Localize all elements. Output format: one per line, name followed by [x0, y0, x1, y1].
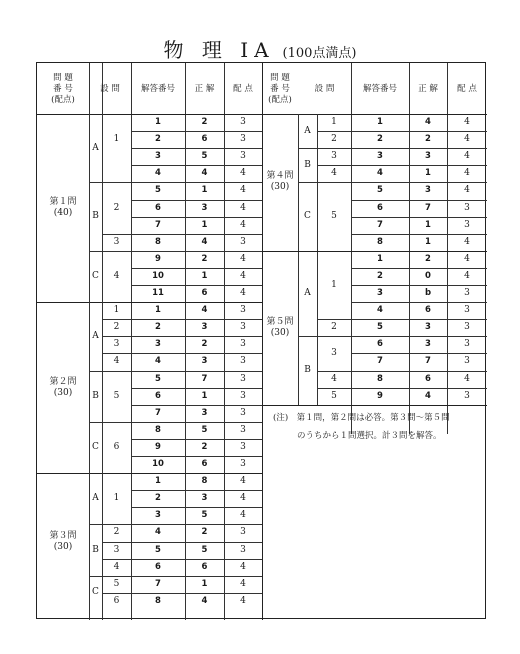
row-divider — [89, 251, 131, 252]
section-label: B — [304, 159, 311, 170]
correct-answer: 3 — [201, 493, 208, 504]
row-divider — [351, 302, 487, 303]
row-divider — [37, 114, 487, 115]
section-label: A — [304, 125, 311, 136]
row-divider — [102, 353, 131, 354]
score-value: 4 — [464, 134, 470, 145]
correct-answer: b — [424, 288, 432, 299]
correct-answer: 4 — [201, 305, 208, 316]
correct-answer: 8 — [201, 476, 208, 487]
row-divider — [131, 217, 262, 218]
answer-number: 6 — [155, 561, 161, 572]
subquestion-label: 4 — [113, 356, 120, 367]
column-divider — [298, 114, 299, 405]
score-value: 3 — [240, 322, 246, 333]
answer-number: 3 — [155, 510, 161, 521]
correct-answer: 3 — [201, 356, 208, 367]
row-divider — [262, 251, 487, 252]
score-value: 3 — [464, 390, 470, 401]
left-header-score: 配 点 — [233, 83, 253, 94]
score-value: 3 — [240, 527, 246, 538]
answer-number: 9 — [155, 253, 161, 264]
row-divider — [131, 336, 262, 337]
correct-answer: 1 — [425, 236, 431, 247]
answer-number: 2 — [155, 322, 161, 333]
row-divider — [89, 576, 131, 577]
row-divider — [102, 336, 131, 337]
row-divider — [317, 388, 351, 389]
score-value: 4 — [240, 493, 246, 504]
correct-answer: 1 — [201, 578, 208, 589]
row-divider — [351, 165, 487, 166]
correct-answer: 5 — [201, 424, 208, 435]
subquestion-label: 5 — [113, 390, 120, 401]
score-value: 4 — [240, 578, 246, 589]
score-value: 3 — [240, 356, 246, 367]
score-value: 3 — [464, 202, 470, 213]
section-label: B — [92, 390, 99, 401]
row-divider — [131, 200, 262, 201]
score-value: 3 — [464, 288, 470, 299]
score-value: 4 — [240, 253, 246, 264]
score-value: 4 — [464, 151, 470, 162]
row-divider — [131, 559, 262, 560]
row-divider — [131, 490, 262, 491]
subquestion-label: 5 — [331, 211, 337, 222]
row-divider — [37, 473, 262, 474]
answer-number: 5 — [377, 185, 383, 196]
answer-number: 8 — [155, 236, 161, 247]
right-header-answer-no: 解答番号 — [362, 83, 397, 94]
row-divider — [351, 217, 487, 218]
right-header-question: 設 問 — [314, 83, 335, 94]
answer-number: 6 — [377, 202, 383, 213]
subquestion-label: 1 — [113, 305, 120, 316]
answer-number: 6 — [155, 202, 161, 213]
row-divider — [89, 524, 131, 525]
row-divider — [89, 182, 131, 183]
correct-answer: 0 — [425, 270, 431, 281]
row-divider — [351, 371, 487, 372]
subquestion-label: 1 — [331, 117, 337, 128]
answer-number: 7 — [377, 356, 383, 367]
row-divider — [351, 234, 487, 235]
correct-answer: 5 — [201, 151, 208, 162]
row-divider — [351, 285, 487, 286]
answer-number: 1 — [155, 476, 161, 487]
answer-number: 5 — [155, 373, 161, 384]
subquestion-label: 2 — [113, 527, 120, 538]
row-divider — [351, 388, 487, 389]
correct-answer: 3 — [201, 322, 208, 333]
correct-answer: 4 — [201, 595, 208, 606]
score-value: 4 — [240, 185, 246, 196]
section-label: B — [304, 365, 311, 375]
subquestion-label: 3 — [113, 544, 120, 555]
row-divider — [131, 234, 262, 235]
correct-answer: 1 — [201, 219, 208, 230]
answer-number: 9 — [155, 441, 161, 452]
correct-answer: 4 — [425, 117, 431, 128]
row-divider — [317, 165, 351, 166]
subquestion-label: 6 — [113, 441, 120, 452]
section-label: A — [304, 288, 311, 299]
answer-number: 10 — [152, 270, 164, 281]
page-title — [0, 34, 520, 60]
answer-number: 2 — [155, 493, 161, 504]
problem-label: 第５問 (30) — [266, 316, 294, 338]
answer-number: 1 — [377, 253, 383, 264]
correct-answer: 6 — [201, 134, 208, 145]
score-value: 4 — [240, 476, 246, 487]
score-value: 4 — [464, 373, 470, 384]
answer-number: 5 — [155, 185, 161, 196]
row-divider — [102, 593, 131, 594]
correct-answer: 7 — [201, 373, 208, 384]
row-divider — [262, 405, 487, 406]
correct-answer: 6 — [425, 305, 431, 316]
score-value: 3 — [464, 305, 470, 316]
section-label: C — [92, 441, 99, 452]
subquestion-label: 3 — [113, 236, 120, 247]
correct-answer: 7 — [425, 356, 431, 367]
score-value: 4 — [240, 595, 246, 606]
score-value: 4 — [240, 510, 246, 521]
answer-number: 3 — [377, 288, 383, 299]
section-label: B — [92, 544, 99, 555]
score-value: 3 — [464, 356, 470, 367]
row-divider — [102, 234, 131, 235]
row-divider — [351, 148, 487, 149]
row-divider — [317, 371, 351, 372]
answer-number: 5 — [377, 322, 383, 333]
left-header-problem: 問 題 番 号 (配点) — [51, 72, 75, 105]
correct-answer: 1 — [201, 185, 208, 196]
correct-answer: 1 — [425, 168, 431, 179]
subquestion-label: 3 — [331, 151, 337, 162]
score-value: 3 — [240, 236, 246, 247]
correct-answer: 4 — [201, 168, 208, 179]
row-divider — [131, 456, 262, 457]
answer-number: 4 — [377, 305, 383, 316]
row-divider — [131, 405, 262, 406]
row-divider — [102, 542, 131, 543]
row-divider — [351, 353, 487, 354]
answer-number: 3 — [155, 151, 161, 162]
subquestion-label: 4 — [113, 561, 120, 572]
score-value: 4 — [464, 117, 470, 128]
right-header-score: 配 点 — [457, 83, 477, 94]
row-divider — [131, 507, 262, 508]
section-label: A — [92, 493, 99, 504]
right-header-problem: 問 題 番 号 (配点) — [268, 72, 292, 105]
row-divider — [351, 182, 487, 183]
subquestion-label: 4 — [331, 373, 337, 384]
answer-number: 6 — [377, 339, 383, 350]
section-label: A — [92, 330, 99, 341]
correct-answer: 4 — [201, 236, 208, 247]
answer-number: 8 — [155, 595, 161, 606]
row-divider — [131, 422, 262, 423]
answer-number: 5 — [155, 544, 161, 555]
answer-number: 4 — [155, 527, 161, 538]
score-value: 4 — [464, 270, 470, 281]
row-divider — [317, 131, 351, 132]
right-header-correct: 正 解 — [418, 83, 438, 94]
section-label: C — [92, 587, 99, 598]
answer-number: 4 — [155, 356, 161, 367]
correct-answer: 5 — [201, 544, 208, 555]
column-divider — [262, 63, 263, 620]
row-divider — [298, 336, 351, 337]
correct-answer: 3 — [425, 151, 431, 162]
correct-answer: 2 — [425, 134, 431, 145]
subquestion-label: 6 — [113, 595, 120, 606]
score-value: 3 — [464, 219, 470, 230]
score-value: 3 — [240, 459, 246, 470]
row-divider — [102, 319, 131, 320]
score-value: 4 — [240, 168, 246, 179]
score-value: 3 — [240, 441, 246, 452]
subquestion-label: 2 — [331, 322, 337, 333]
row-divider — [317, 319, 351, 320]
row-divider — [351, 336, 487, 337]
title-main: 物 理 ⅠA — [163, 38, 275, 62]
answer-number: 3 — [155, 339, 161, 350]
correct-answer: 7 — [425, 202, 431, 213]
answer-number: 7 — [155, 219, 161, 230]
row-divider — [131, 148, 262, 149]
answer-number: 4 — [377, 168, 383, 179]
score-value: 4 — [240, 202, 246, 213]
answer-number: 7 — [377, 219, 383, 230]
score-value: 3 — [464, 339, 470, 350]
correct-answer: 6 — [201, 459, 208, 470]
subquestion-label: 2 — [113, 202, 120, 213]
subquestion-label: 3 — [331, 347, 337, 358]
score-value: 3 — [240, 373, 246, 384]
problem-label: 第２問 (30) — [49, 376, 77, 398]
score-value: 3 — [240, 390, 246, 401]
correct-answer: 6 — [201, 288, 208, 299]
title-points: (100点満点) — [282, 46, 357, 61]
correct-answer: 3 — [201, 407, 208, 418]
row-divider — [298, 148, 351, 149]
subquestion-label: 4 — [331, 168, 337, 179]
correct-answer: 2 — [201, 441, 208, 452]
answer-number: 11 — [152, 288, 164, 299]
problem-label: 第３問 (30) — [49, 530, 77, 552]
correct-answer: 2 — [201, 253, 208, 264]
row-divider — [131, 319, 262, 320]
row-divider — [131, 165, 262, 166]
answer-number: 6 — [155, 390, 161, 401]
row-divider — [131, 388, 262, 389]
problem-label: 第４問 (30) — [266, 171, 294, 193]
row-divider — [351, 131, 487, 132]
score-value: 3 — [240, 117, 246, 128]
problem-label: 第１問 (40) — [49, 197, 77, 219]
row-divider — [298, 182, 351, 183]
correct-answer: 1 — [201, 390, 208, 401]
correct-answer: 6 — [425, 373, 431, 384]
answer-number: 1 — [377, 117, 383, 128]
row-divider — [131, 285, 262, 286]
row-divider — [89, 371, 131, 372]
score-value: 4 — [464, 168, 470, 179]
score-value: 4 — [240, 561, 246, 572]
row-divider — [131, 251, 262, 252]
subquestion-label: 5 — [113, 578, 120, 589]
answer-number: 8 — [155, 424, 161, 435]
left-header-answer-no: 解答番号 — [140, 83, 175, 94]
row-divider — [131, 268, 262, 269]
correct-answer: 3 — [425, 185, 431, 196]
correct-answer: 6 — [201, 561, 208, 572]
score-value: 4 — [240, 219, 246, 230]
subquestion-label: 5 — [331, 390, 337, 401]
note-line-1: (注) 第１問，第２問は必答。第３問〜第５問 — [273, 412, 450, 423]
score-value: 4 — [240, 288, 246, 299]
correct-answer: 2 — [201, 339, 208, 350]
left-header-correct: 正 解 — [194, 83, 215, 94]
answer-number: 2 — [377, 270, 383, 281]
correct-answer: 2 — [201, 527, 208, 538]
score-value: 3 — [240, 305, 246, 316]
section-label: B — [92, 211, 99, 222]
answer-number: 4 — [155, 168, 161, 179]
subquestion-label: 4 — [113, 270, 120, 281]
row-divider — [351, 319, 487, 320]
correct-answer: 4 — [425, 390, 431, 401]
section-label: C — [92, 270, 99, 281]
row-divider — [131, 439, 262, 440]
row-divider — [131, 371, 262, 372]
note-line-2: のうちから１問選択。計３問を解答。 — [297, 430, 442, 441]
answer-number: 3 — [377, 151, 383, 162]
answer-number: 8 — [377, 236, 383, 247]
answer-table — [36, 62, 486, 619]
score-value: 3 — [464, 322, 470, 333]
correct-answer: 3 — [425, 322, 431, 333]
score-value: 3 — [240, 151, 246, 162]
answer-number: 10 — [152, 459, 164, 470]
row-divider — [131, 542, 262, 543]
score-value: 3 — [240, 544, 246, 555]
answer-number: 7 — [155, 407, 161, 418]
row-divider — [37, 302, 262, 303]
score-value: 3 — [240, 424, 246, 435]
answer-number: 1 — [155, 305, 161, 316]
section-label: C — [304, 211, 311, 222]
answer-number: 1 — [155, 117, 161, 128]
subquestion-label: 3 — [113, 339, 120, 350]
correct-answer: 1 — [425, 219, 431, 230]
subquestion-label: 1 — [113, 493, 120, 504]
answer-number: 2 — [155, 134, 161, 145]
answer-number: 9 — [377, 390, 383, 401]
answer-number: 7 — [155, 578, 161, 589]
subquestion-label: 1 — [331, 279, 337, 290]
score-value: 4 — [464, 185, 470, 196]
subquestion-label: 1 — [113, 134, 120, 145]
row-divider — [102, 559, 131, 560]
score-value: 4 — [464, 236, 470, 247]
row-divider — [89, 422, 131, 423]
row-divider — [131, 182, 262, 183]
row-divider — [351, 200, 487, 201]
row-divider — [351, 268, 487, 269]
score-value: 4 — [240, 270, 246, 281]
row-divider — [131, 131, 262, 132]
score-value: 3 — [240, 134, 246, 145]
left-header-question: 設 問 — [100, 83, 120, 94]
section-label: A — [92, 142, 99, 153]
score-value: 4 — [464, 253, 470, 264]
row-divider — [131, 524, 262, 525]
correct-answer: 2 — [425, 253, 431, 264]
correct-answer: 3 — [425, 339, 431, 350]
answer-number: 2 — [377, 134, 383, 145]
row-divider — [131, 576, 262, 577]
score-value: 3 — [240, 407, 246, 418]
subquestion-label: 2 — [331, 134, 337, 145]
correct-answer: 3 — [201, 202, 208, 213]
score-value: 3 — [240, 339, 246, 350]
answer-number: 8 — [377, 373, 383, 384]
correct-answer: 1 — [201, 270, 208, 281]
row-divider — [131, 593, 262, 594]
correct-answer: 2 — [201, 117, 208, 128]
row-divider — [131, 353, 262, 354]
subquestion-label: 2 — [113, 322, 120, 333]
correct-answer: 5 — [201, 510, 208, 521]
